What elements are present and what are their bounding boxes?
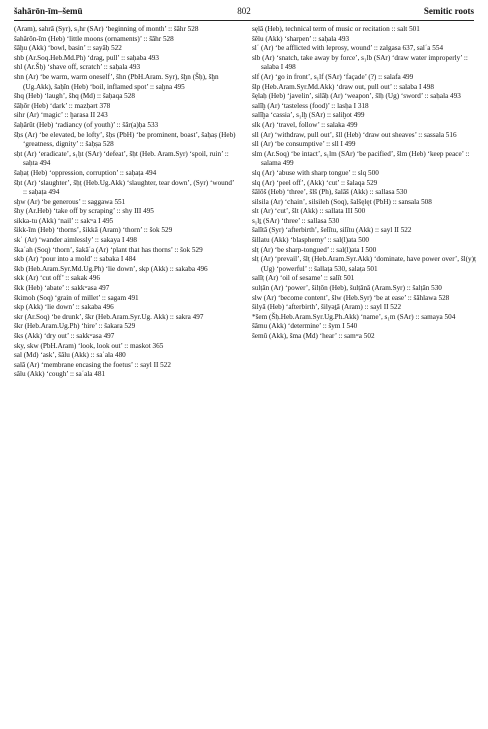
index-entry: slt (Ar) ‘cut’, šlt (Akk) :: sallata III 500	[252, 207, 366, 216]
index-entry: sâlu (Akk) ‘cough’ :: saʿala 481	[14, 370, 106, 379]
index-entry: šhy (Ar.Heb) ‘take off by scraping’ :: shy III 495	[14, 207, 154, 216]
index-entry: skʾ (Ar) ‘wander aimlessly’ :: sakaya I 498	[14, 236, 138, 245]
index-entry: šâmu (Akk) ‘determine’ :: šym I 540	[252, 322, 358, 331]
index-entry: slb (Ar) ‘snatch, take away by force’, s₁lb (SAr) ‘draw water improperly’ :: salaba I 498	[252, 53, 468, 72]
index-entry: šemû (Akk), šma (Md) ‘hear’ :: samʷa 502	[252, 332, 375, 340]
index-entry: s₁lṯ (SAr) ‘three’ :: sallasa 530	[252, 216, 340, 225]
index-entry: šahărōn-īm (Heb) ‘little moons (ornaments)’ :: šāhr 528	[14, 34, 174, 43]
index-entry: šḥt (Ar) ‘slaughter’, šḥṭ (Heb.Ug.Akk) ‘slaughter, tear down’, (Syr) ‘wound’ :: saḥaṭa 494	[14, 178, 234, 197]
index-entry: shn (Ar) ‘be warm, warm oneself’, šhn (PbH.Aram. Syr), šḫn (Šḥ), šḫn (Ug.Akk), šaḥīn (Heb) ‘boil, inflamed spot’ :: saḫna 495	[14, 72, 219, 91]
index-entry: škk (Heb) ‘abate’ :: sakkʷasa 497	[14, 284, 110, 293]
index-entry: škr (Heb.Aram.Ug.Ph) ‘hire’ :: šakara 529	[14, 322, 136, 331]
index-entry: škimoh (Soq) ‘grain of millet’ :: sagam 491	[14, 293, 139, 302]
index-entry: slq (Ar) ‘abuse with sharp tongue’ :: slq 500	[252, 168, 379, 177]
index-entry: šillatu (Akk) ‘blasphemy’ :: sal(l)ata 500	[252, 236, 370, 245]
running-header	[14, 6, 474, 20]
index-entry: skb (Ar) ‘pour into a mold’ :: sabaka I 484	[14, 255, 136, 264]
index-entry: sḥt (Ar) ‘eradicate’, s₁ḥt (SAr) ‘defeat’, šḥt (Heb. Aram.Syr) ‘spoil, ruin’ :: saḥta 494	[14, 149, 229, 168]
index-entry: slṭ (Ar) ‘prevail’, šlṭ (Heb.Aram.Syr.Akk) ‘dominate, have power over’, šl(y)ṭ (Ug) ‘powerful’ :: šallaṭa 530, salaṭa 501	[252, 255, 477, 273]
index-entry: škb (Heb.Aram.Syr.Md.Ug.Ph) ‘lie down’, skp (Akk) :: sakaba 496	[14, 264, 208, 273]
index-entry: šks (Akk) ‘dry out’ :: sakkʷasa 497	[14, 332, 115, 340]
index-entry: šaḥărūt (Heb) ‘radiancy (of youth)’ :: šār(a)ḥa 533	[14, 120, 159, 129]
page-number: 802	[237, 6, 251, 16]
index-entry: šḥs (Ar) ‘be elevated, be lofty’, šḥs (PbH) ‘be prominent, boast’, šaḥaṣ (Heb) ‘greatness, dignity’ :: šaḥṣa 528	[14, 130, 236, 149]
index-entry: (Aram), sahrā (Syr), s₁hr (SAr) ‘beginning of month’ :: šāhr 528	[14, 25, 199, 33]
index-entry: sęlā (Heb), technical term of music or recitation :: salt 501	[252, 25, 420, 33]
index-entry: sky, skw (PbH.Aram) ‘look, look out’ :: maskot 365	[14, 341, 164, 350]
index-entry: slm (Ar.Soq) ‘be intact’, s₁lm (SAr) ‘be pacified’, šlm (Heb) ‘keep peace’ :: salama 499	[252, 149, 470, 168]
right-column	[252, 25, 476, 342]
header-left-guide-words: šahārōn-īm–šemū	[14, 6, 83, 16]
index-entry: sll (Ar) ‘be consumptive’ :: sll I 499	[252, 140, 356, 149]
index-entry: shl (Ar.Šḥ) ‘shave off, scratch’ :: saḥala 493	[14, 63, 141, 72]
index-entry: sal (Md) ‘ask’, šâlu (Akk) :: saʾala 480	[14, 351, 126, 360]
header-rule	[14, 20, 474, 21]
index-entry: skk (Ar) ‘cut off’ :: sakak 496	[14, 274, 100, 283]
index-entry: sll (Ar) ‘withdraw, pull out’, šll (Heb) ‘draw out sheaves’ :: sassala 516	[252, 130, 457, 139]
index-entry: slf (Ar) ‘go in front’, s₁lf (SAr) ‘façade’ (?) :: salafa 499	[252, 72, 414, 81]
index-entry: salā (Ar) ‘membrane encasing the foetus’ :: sayl II 522	[14, 360, 171, 369]
index-entry: šilyā (Heb) ‘afterbirth’, šilyəṯā (Aram) :: sayl II 522	[252, 303, 402, 312]
index-entry: sḫw (Ar) ‘be generous’ :: saggawa 551	[14, 197, 126, 206]
index-entry: slw (Ar) ‘become content’, šlw (Heb.Syr) ‘be at ease’ :: šāhlawa 528	[252, 293, 450, 302]
index-entry: salīḫ (Ar) ‘tasteless (food)’ :: lasḥa I 318	[252, 101, 369, 110]
index-entry: slʿ (Ar) ‘be afflicted with leprosy, wound’ :: zalgasa 637, salʿa 554	[252, 44, 444, 53]
index-entry: salīṭ (Ar) ‘oil of sesame’ :: salīt 501	[252, 274, 355, 283]
header-section-title: Semitic roots	[423, 6, 474, 16]
index-entry: šaḥaṭ (Heb) ‘oppression, corruption’ :: saḥaṭa 494	[14, 168, 157, 177]
index-entry: silsila (Ar) ‘chain’, silsileh (Soq), šalšęlęt (PbH) :: sansala 508	[252, 197, 432, 206]
index-entry: šlp (Heb.Aram.Syr.Md.Akk) ‘draw out, pull out’ :: salaba I 498	[252, 82, 434, 91]
index-entry: šikk-īm (Heb) ‘thorns’, šikkā (Aram) ‘thorn’ :: šok 529	[14, 226, 173, 235]
index-entry: šāḥōr (Heb) ‘dark’ :: mazḥərt 378	[14, 101, 111, 110]
index-entry: slk (Ar) ‘travel, follow’ :: salaka 499	[252, 120, 358, 129]
index-entry: skr (Ar.Soq) ‘be drunk’, škr (Heb.Aram.Syr.Ug. Akk) :: sakra 497	[14, 312, 204, 321]
index-entry: slṭ (Ar) ‘be sharp-tongued’ :: sal(l)ata I 500	[252, 245, 377, 254]
index-entry: slq (Ar) ‘peel off’, (Akk) ‘cut’ :: šalaqa 529	[252, 178, 378, 187]
index-entry: *šem (Šḥ.Heb.Aram.Syr.Ug.Ph.Akk) ‘name’, s₁m (SAr) :: samaya 504	[252, 312, 456, 321]
index-entry: salīḫa ‘cassia’, s₁lḫ (SAr) :: saliḫot 499	[252, 111, 365, 120]
index-entry: škaʿah (Soq) ‘thorn’, šakāʿa (Ar) ‘plant that has thorns’ :: šok 529	[14, 245, 203, 254]
index-entry: šālōš (Heb) ‘three’, šlš (Ph), šalāš (Akk) :: sallasa 530	[252, 188, 408, 197]
index-entry: sikka-tu (Akk) ‘nail’ :: sakʷa I 495	[14, 216, 114, 225]
index-entry: šalītā (Syr) ‘afterbirth’, šelītu, silītu (Akk) :: sayl II 522	[252, 226, 412, 235]
index-entry: sulṭān (Ar) ‘power’, šilṭōn (Heb), šulṭānā (Aram.Syr) :: šalṭān 530	[252, 284, 442, 293]
index-entry: šhq (Heb) ‘laugh’, šhq (Md) :: šaḥaqa 528	[14, 92, 135, 101]
left-column	[14, 25, 238, 380]
index-entry: shb (Ar.Soq.Heb.Md.Ph) ‘drag, pull’ :: saḥaba 493	[14, 53, 159, 62]
index-entry: skp (Akk) ‘lie down’ :: sakaba 496	[14, 303, 114, 312]
index-entry: šāḫu (Akk) ‘bowl, basin’ :: sayāḥ 522	[14, 44, 122, 53]
index-entry: sihr (Ar) ‘magic’ :: ḫarasa II 243	[14, 111, 108, 120]
index-entry: šęlaḥ (Heb) ‘javelin’, silāḥ (Ar) ‘weapon’, šlḥ (Ug) ‘sword’ :: saḥala 493	[252, 92, 461, 101]
index-entry: šêlu (Akk) ‘sharpen’ :: saḥala 493	[252, 34, 350, 43]
